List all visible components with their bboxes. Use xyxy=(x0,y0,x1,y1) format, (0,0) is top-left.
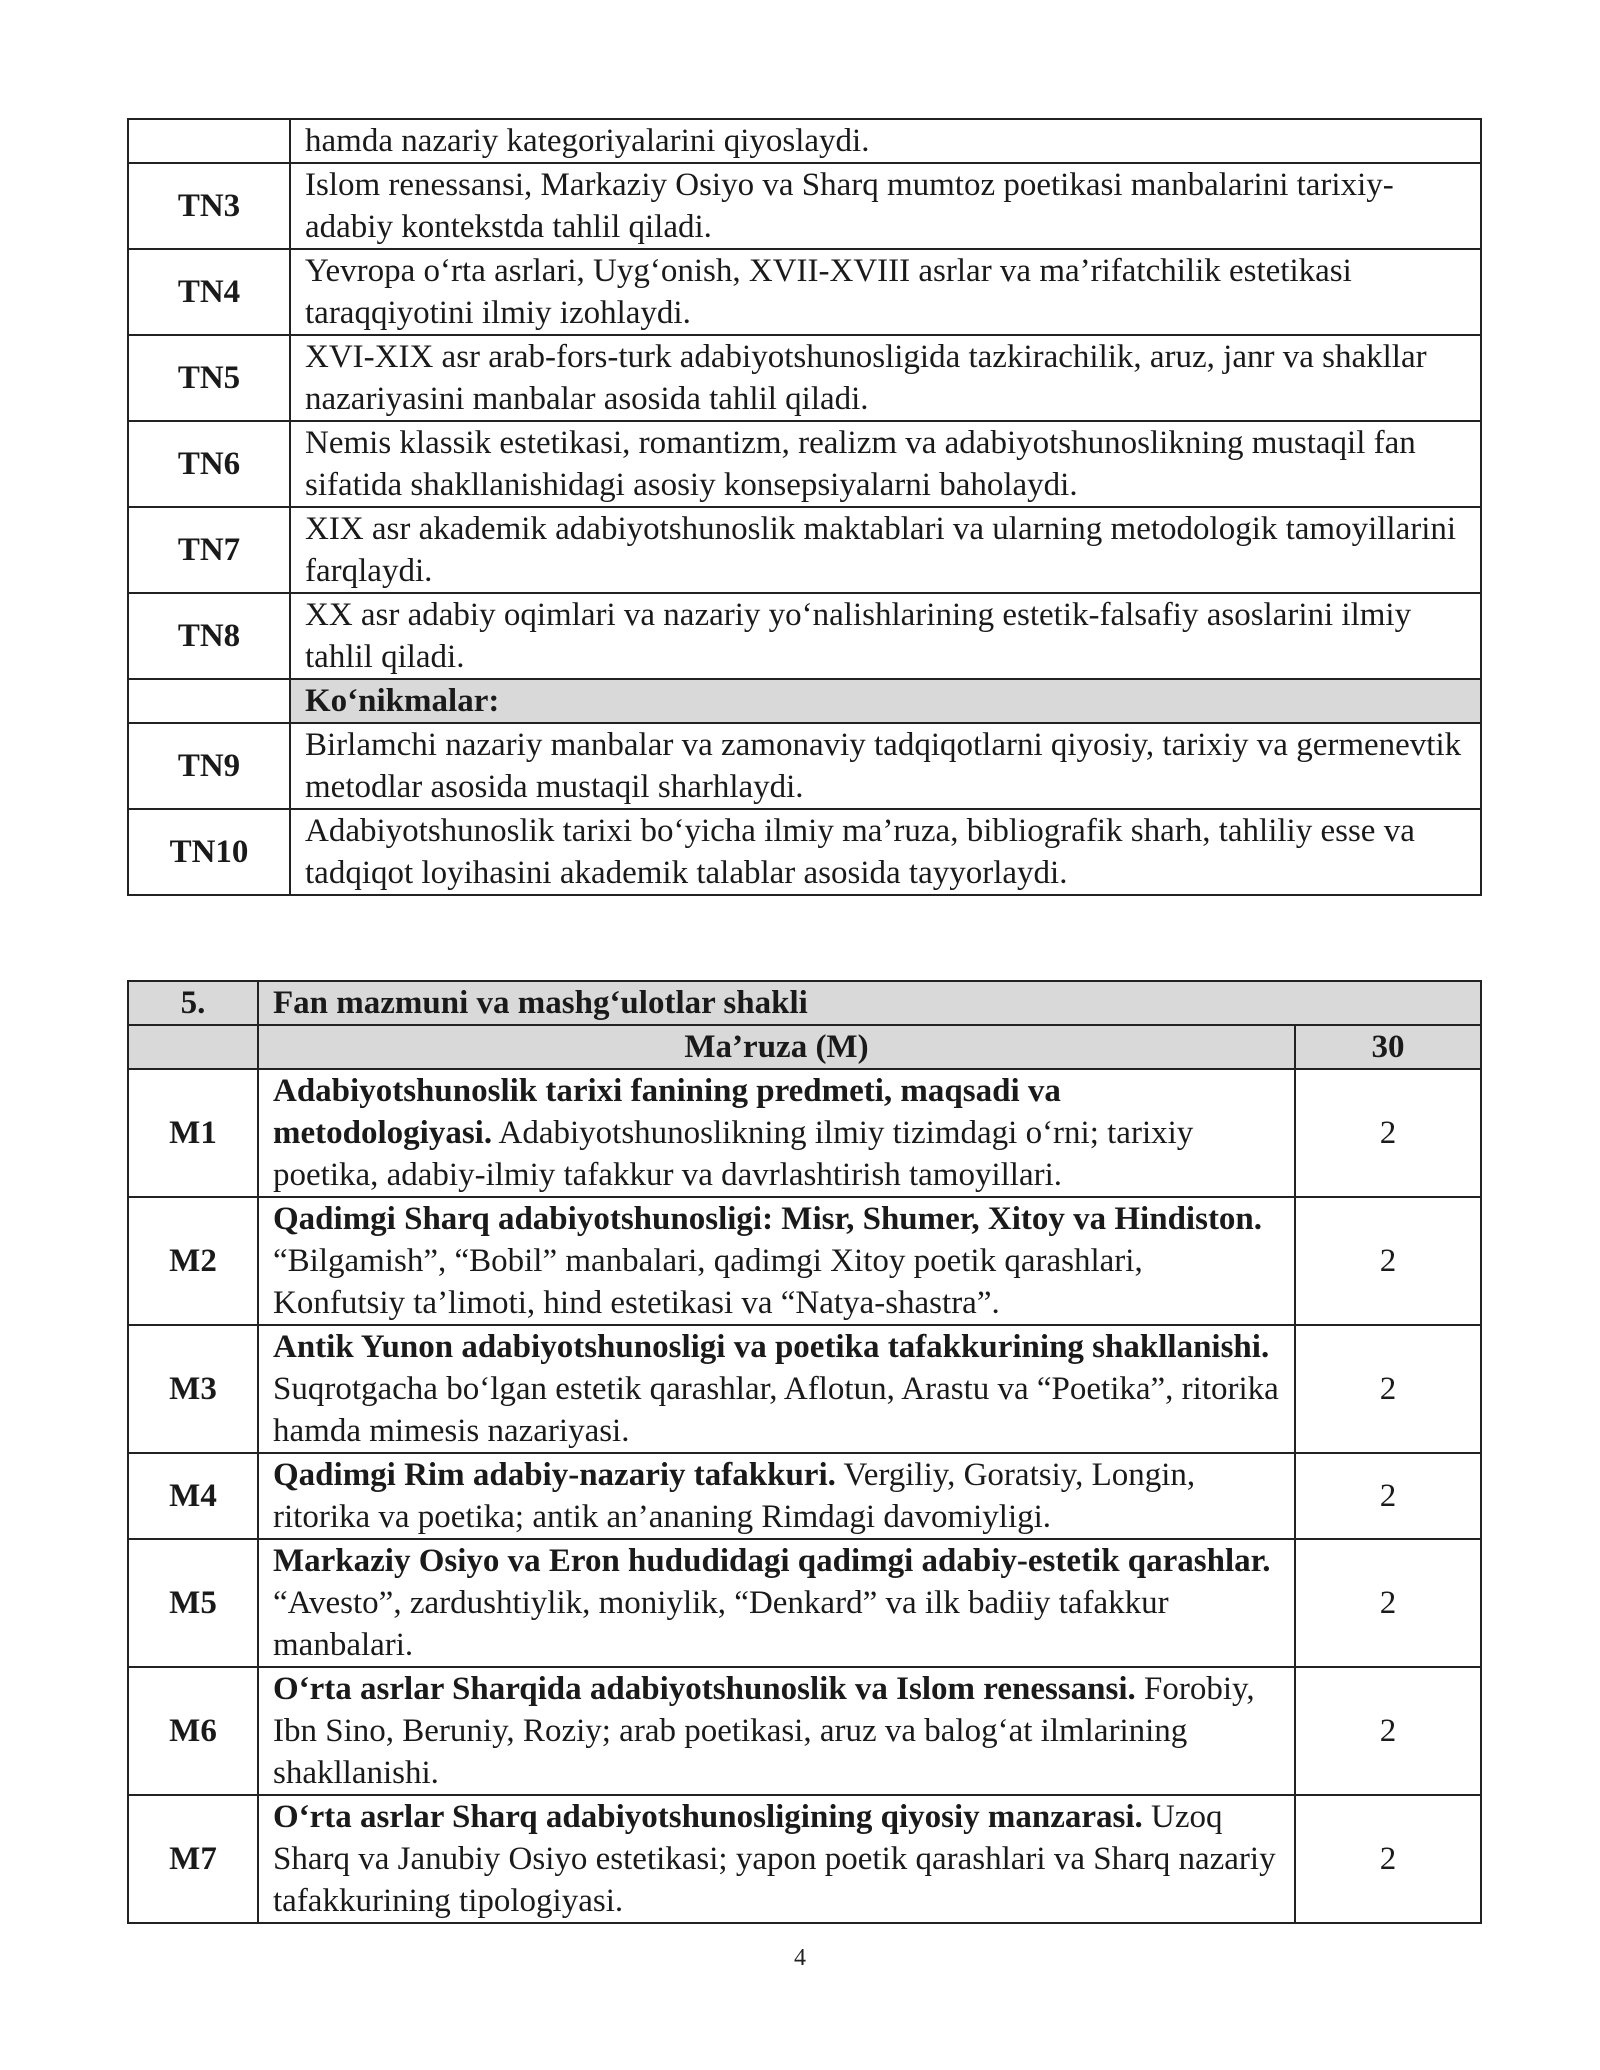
skills-header-row xyxy=(128,679,1481,723)
lecture-code: M3 xyxy=(128,1325,258,1453)
lecture-code: M5 xyxy=(128,1539,258,1667)
table-row xyxy=(128,249,1481,335)
lecture-description: “Avesto”, zardushtiylik, moniylik, “Denkard” va ilk badiiy tafakkur manbalari. xyxy=(273,1585,1169,1663)
table-row xyxy=(128,593,1481,679)
lecture-header-row xyxy=(128,1025,1481,1069)
outcome-code xyxy=(128,119,290,163)
lecture-code: M7 xyxy=(128,1795,258,1923)
lecture-hours: 2 xyxy=(1295,1197,1481,1325)
table-row xyxy=(128,1453,1481,1539)
section-header-row xyxy=(128,981,1481,1025)
lecture-title: O‘rta asrlar Sharq adabiyotshunosligining qiyosiy manzarasi. xyxy=(273,1799,1143,1835)
outcome-text: XVI-XIX asr arab-fors-turk adabiyotshunosligida tazkirachilik, aruz, janr va shakllar nazariyasini manbalar asosida tahlil qiladi. xyxy=(290,335,1481,421)
table-row xyxy=(128,723,1481,809)
lecture-title: Adabiyotshunoslik tarixi fanining predmeti, maqsadi va metodologiyasi. xyxy=(273,1073,1061,1151)
lecture-title: O‘rta asrlar Sharqida adabiyotshunoslik va Islom renessansi. xyxy=(273,1671,1136,1707)
lecture-hours: 2 xyxy=(1295,1453,1481,1539)
table-row xyxy=(128,421,1481,507)
outcome-code: TN8 xyxy=(128,593,290,679)
table-row xyxy=(128,1069,1481,1197)
lecture-title: Qadimgi Rim adabiy-nazariy tafakkuri. xyxy=(273,1457,836,1493)
lecture-description: Suqrotgacha bo‘lgan estetik qarashlar, Aflotun, Arastu va “Poetika”, ritorika hamda mimesis nazariyasi. xyxy=(273,1371,1279,1449)
outcome-text: Adabiyotshunoslik tarixi bo‘yicha ilmiy ma’ruza, bibliografik sharh, tahliliy esse va tadqiqot loyihasini akademik talablar asosida tayyorlaydi. xyxy=(290,809,1481,895)
table-row xyxy=(128,809,1481,895)
lecture-description: Vergiliy, Goratsiy, Longin, ritorika va poetika; antik an’ananing Rimdagi davomiyligi. xyxy=(273,1457,1196,1535)
outcome-text: Nemis klassik estetikasi, romantizm, realizm va adabiyotshunoslikning mustaqil fan sifatida shakllanishidagi asosiy konsepsiyalarni baholaydi. xyxy=(290,421,1481,507)
lecture-topic xyxy=(258,1197,1295,1325)
outcome-text: Birlamchi nazariy manbalar va zamonaviy tadqiqotlarni qiyosiy, tarixiy va germenevtik metodlar asosida mustaqil sharhlaydi. xyxy=(290,723,1481,809)
lecture-description: “Bilgamish”, “Bobil” manbalari, qadimgi Xitoy poetik qarashlari, Konfutsiy ta’limoti, hind estetikasi va “Natya-shastra”. xyxy=(273,1243,1143,1321)
outcome-code: TN10 xyxy=(128,809,290,895)
outcome-code: TN6 xyxy=(128,421,290,507)
table-row xyxy=(128,163,1481,249)
outcome-text: XIX asr akademik adabiyotshunoslik maktablari va ularning metodologik tamoyillarini farqlaydi. xyxy=(290,507,1481,593)
lecture-description: Adabiyotshunoslikning ilmiy tizimdagi o‘rni; tarixiy poetika, adabiy-ilmiy tafakkur va davrlashtirish tamoyillari. xyxy=(273,1115,1194,1193)
outcome-text: XX asr adabiy oqimlari va nazariy yo‘nalishlarining estetik-falsafiy asoslarini ilmiy tahlil qiladi. xyxy=(290,593,1481,679)
lecture-hours: 2 xyxy=(1295,1325,1481,1453)
lecture-topic xyxy=(258,1325,1295,1453)
lecture-description: Forobiy, Ibn Sino, Beruniy, Roziy; arab poetikasi, aruz va balog‘at ilmlarining shakllanishi. xyxy=(273,1671,1255,1791)
lecture-header: Ma’ruza (M) xyxy=(258,1025,1295,1069)
lecture-code: M4 xyxy=(128,1453,258,1539)
table-row xyxy=(128,1325,1481,1453)
outcome-code: TN7 xyxy=(128,507,290,593)
table-row xyxy=(128,1667,1481,1795)
outcome-code: TN9 xyxy=(128,723,290,809)
lecture-total-hours: 30 xyxy=(1295,1025,1481,1069)
page-number: 4 xyxy=(794,1945,806,1971)
table-row xyxy=(128,1539,1481,1667)
table-row xyxy=(128,335,1481,421)
empty-cell xyxy=(128,679,290,723)
section-title: Fan mazmuni va mashg‘ulotlar shakli xyxy=(258,981,1481,1025)
table-row xyxy=(128,1795,1481,1923)
lecture-topic xyxy=(258,1539,1295,1667)
outcome-code: TN5 xyxy=(128,335,290,421)
outcome-code: TN4 xyxy=(128,249,290,335)
lecture-title: Qadimgi Sharq adabiyotshunosligi: Misr, Shumer, Xitoy va Hindiston. xyxy=(273,1201,1263,1237)
course-content-table xyxy=(127,980,1482,1924)
lecture-hours: 2 xyxy=(1295,1069,1481,1197)
empty-cell xyxy=(128,1025,258,1069)
lecture-hours: 2 xyxy=(1295,1667,1481,1795)
table-row xyxy=(128,507,1481,593)
lecture-topic xyxy=(258,1795,1295,1923)
lecture-hours: 2 xyxy=(1295,1539,1481,1667)
table-row xyxy=(128,1197,1481,1325)
outcome-text: Yevropa o‘rta asrlari, Uyg‘onish, XVII-XVIII asrlar va ma’rifatchilik estetikasi taraqqiyotini ilmiy izohlaydi. xyxy=(290,249,1481,335)
lecture-topic xyxy=(258,1667,1295,1795)
table-row xyxy=(128,119,1481,163)
skills-header: Ko‘nikmalar: xyxy=(290,679,1481,723)
lecture-topic xyxy=(258,1069,1295,1197)
lecture-code: M1 xyxy=(128,1069,258,1197)
outcome-text: hamda nazariy kategoriyalarini qiyoslaydi. xyxy=(290,119,1481,163)
lecture-hours: 2 xyxy=(1295,1795,1481,1923)
outcome-code: TN3 xyxy=(128,163,290,249)
learning-outcomes-table xyxy=(127,118,1482,896)
lecture-code: M6 xyxy=(128,1667,258,1795)
lecture-topic xyxy=(258,1453,1295,1539)
outcome-text: Islom renessansi, Markaziy Osiyo va Sharq mumtoz poetikasi manbalarini tarixiy-adabiy kontekstda tahlil qiladi. xyxy=(290,163,1481,249)
lecture-description: Uzoq Sharq va Janubiy Osiyo estetikasi; yapon poetik qarashlari va Sharq nazariy tafakkurining tipologiyasi. xyxy=(273,1799,1276,1919)
lecture-title: Markaziy Osiyo va Eron hududidagi qadimgi adabiy-estetik qarashlar. xyxy=(273,1543,1271,1579)
section-number: 5. xyxy=(128,981,258,1025)
lecture-title: Antik Yunon adabiyotshunosligi va poetika tafakkurining shakllanishi. xyxy=(273,1329,1270,1365)
lecture-code: M2 xyxy=(128,1197,258,1325)
